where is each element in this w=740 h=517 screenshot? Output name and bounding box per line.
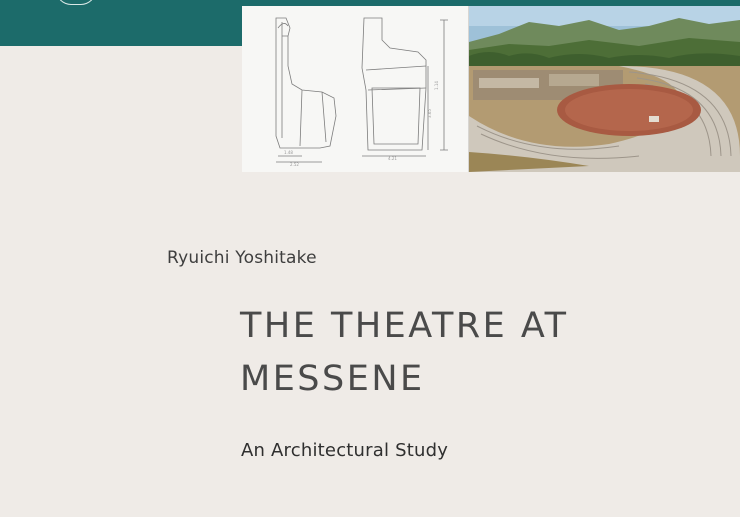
theatre-photo — [469, 6, 740, 172]
title-line-2: MESSENE — [240, 359, 425, 399]
svg-text:1.48: 1.48 — [284, 150, 293, 155]
book-title — [240, 300, 569, 406]
svg-text:1.14: 1.14 — [434, 81, 439, 90]
svg-text:4.21: 4.21 — [388, 156, 397, 161]
seat-drawing-image — [242, 6, 469, 172]
title-line-1: THE THEATRE AT — [240, 306, 569, 346]
publisher-logo — [56, 0, 96, 5]
book-subtitle: An Architectural Study — [241, 440, 449, 461]
seat-drawing-svg — [242, 6, 468, 172]
svg-text:2.52: 2.52 — [290, 162, 299, 167]
theatre-photo-svg — [469, 6, 740, 172]
svg-text:3.65: 3.65 — [427, 109, 432, 118]
author-name: Ryuichi Yoshitake — [167, 248, 317, 268]
